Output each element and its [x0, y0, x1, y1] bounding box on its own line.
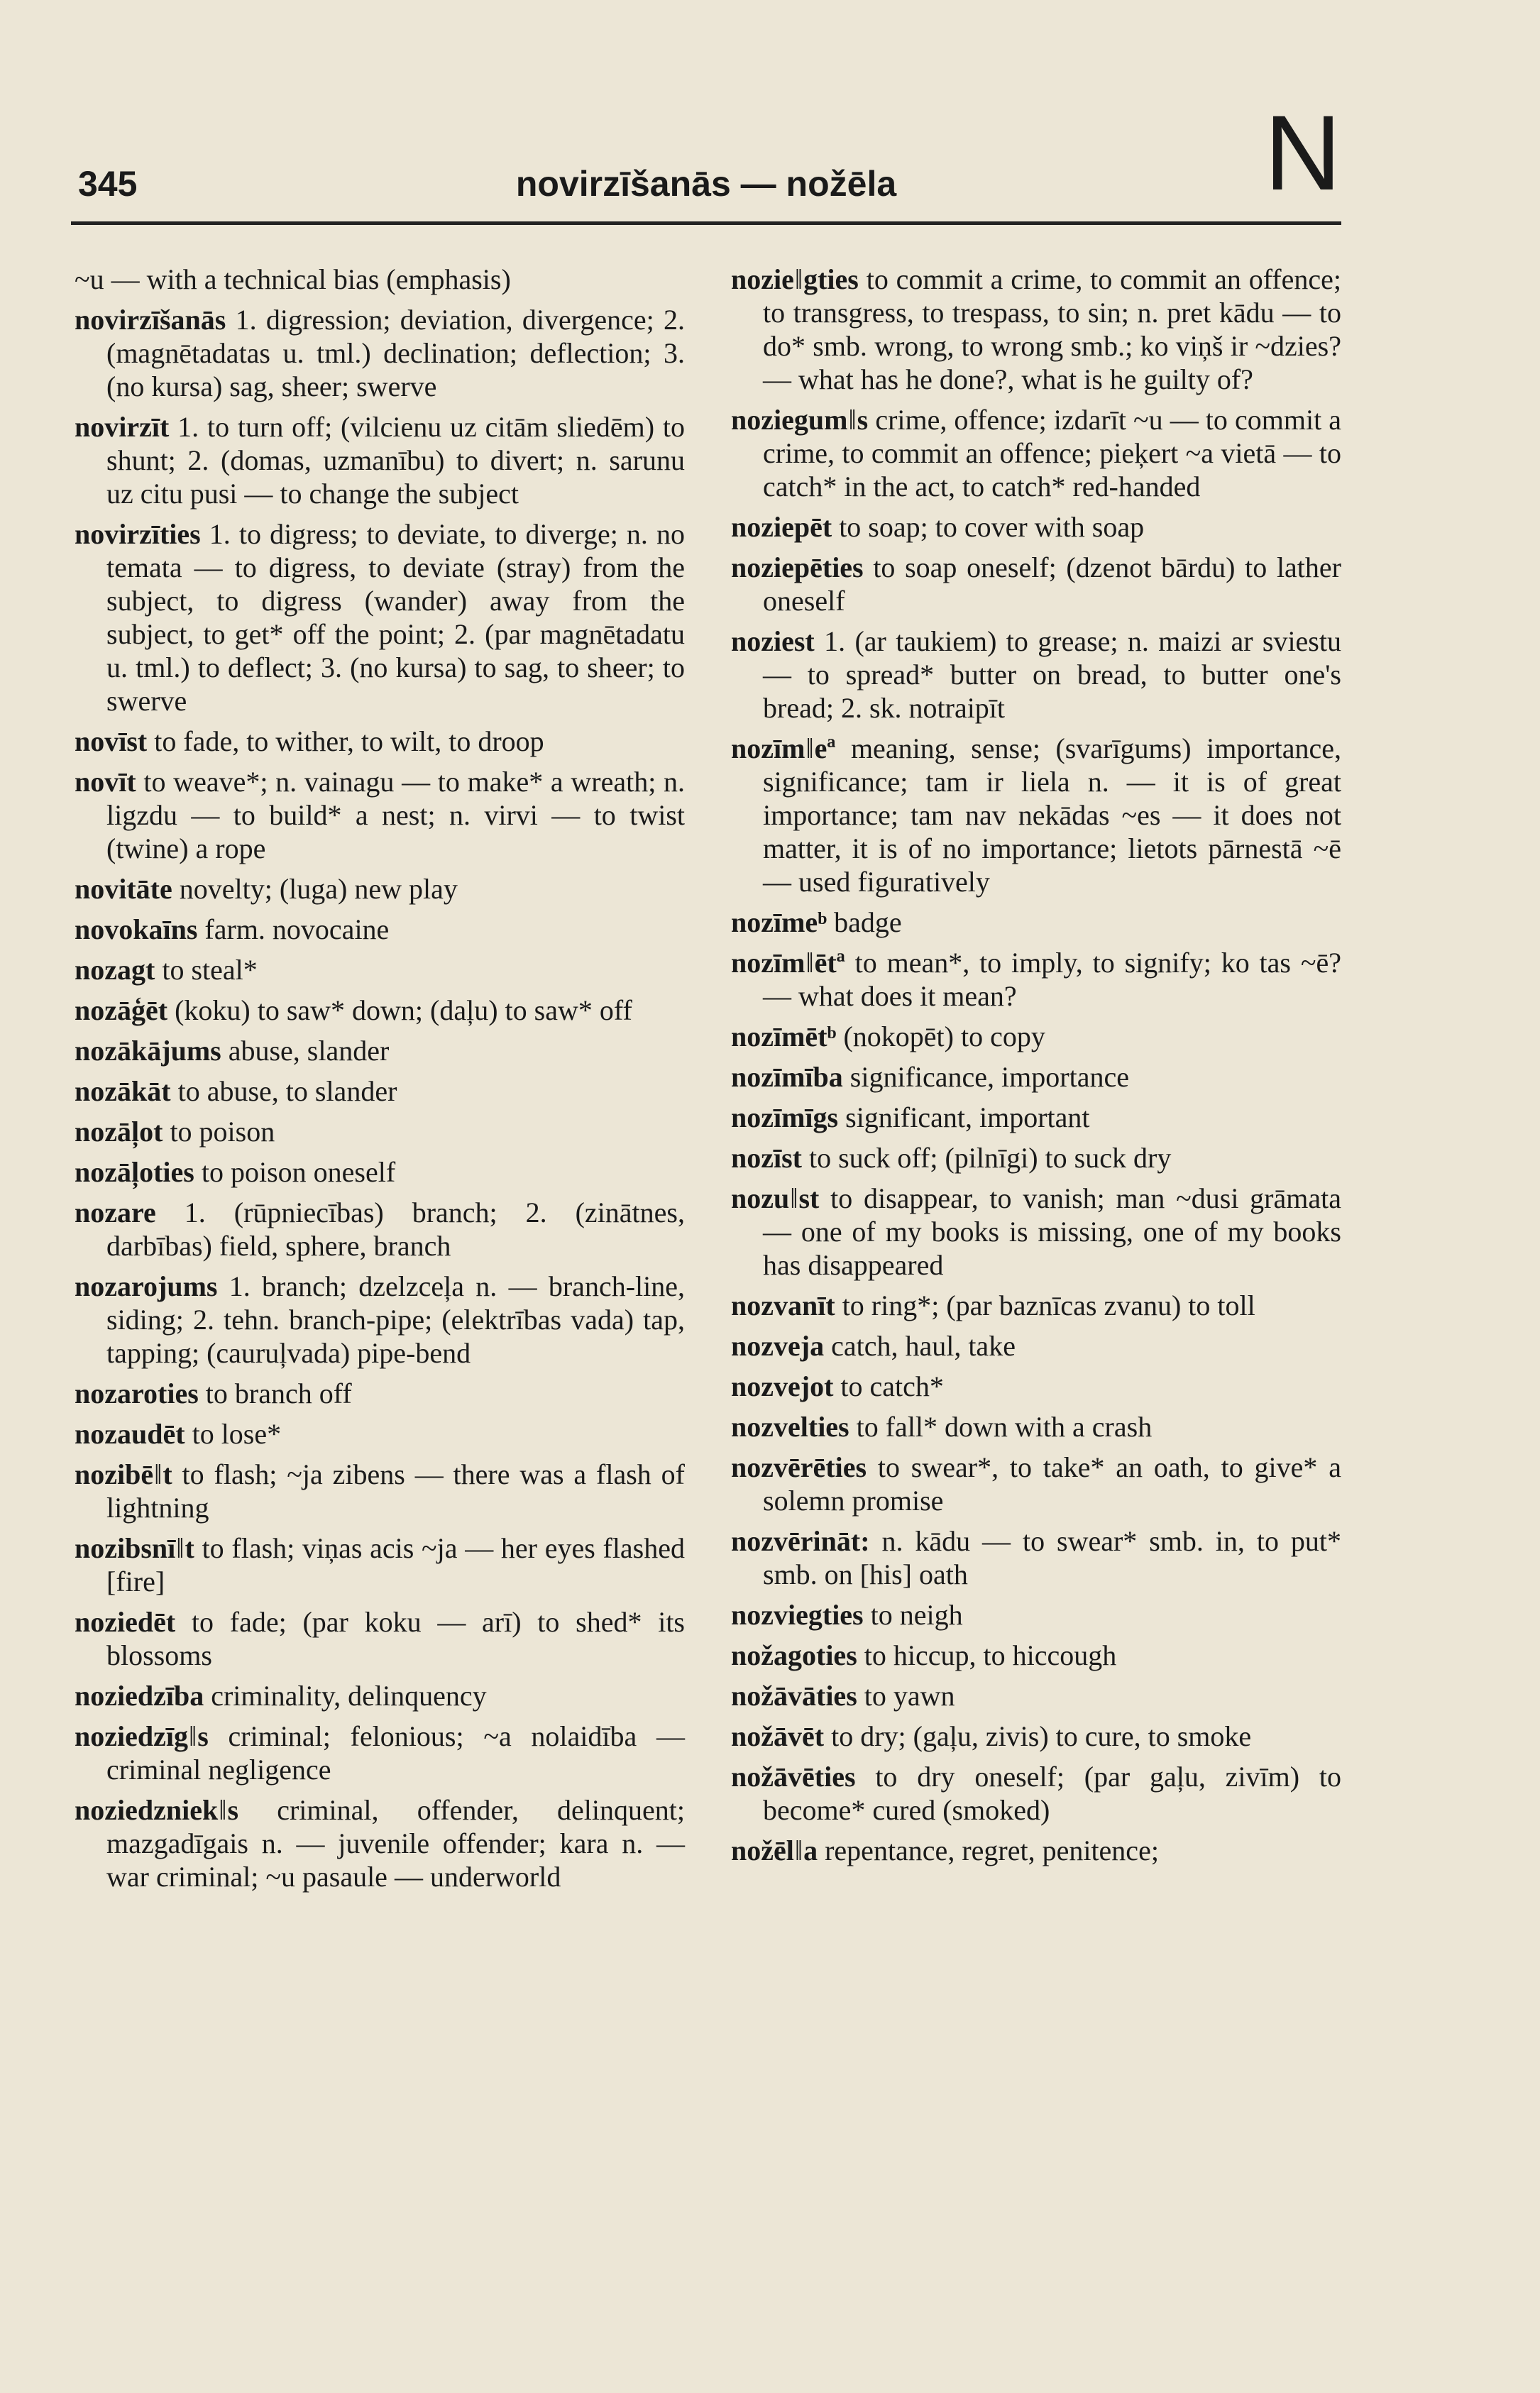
section-letter: N — [1264, 93, 1341, 212]
entry-headword: nozviegties — [731, 1599, 864, 1631]
entry-headword: nozvērināt: — [731, 1525, 870, 1557]
dictionary-entry — [731, 1101, 1341, 1134]
entry-headword: nozīmētᵇ — [731, 1021, 837, 1052]
entry-definition: to neigh — [863, 1599, 963, 1631]
entry-definition: to steal* — [155, 954, 258, 986]
entry-definition: to dry; (gaļu, zivis) to cure, to smoke — [824, 1720, 1252, 1752]
entry-suffix: s — [857, 404, 869, 436]
dictionary-entry — [731, 1679, 1341, 1712]
entry-headword: novitāte — [75, 873, 172, 905]
entry-suffix: eª — [814, 732, 836, 764]
entry-headword: nožāvāties — [731, 1680, 857, 1712]
entry-headword: nozaroties — [75, 1377, 199, 1409]
entry-suffix: a — [803, 1834, 818, 1866]
entry-definition: to lose* — [185, 1418, 282, 1450]
entry-headword: noziedēt — [75, 1606, 176, 1638]
entry-headword: novīt — [75, 766, 136, 798]
stem-separator: ‖ — [848, 404, 857, 436]
dictionary-entry — [75, 1115, 685, 1148]
dictionary-entry — [75, 410, 685, 510]
entry-definition: (nokopēt) to copy — [836, 1021, 1045, 1052]
entry-definition: repentance, regret, penitence; — [818, 1834, 1159, 1866]
entry-headword: nozīst — [731, 1142, 802, 1174]
entry-headword: nozākājums — [75, 1035, 221, 1067]
dictionary-entry — [731, 1639, 1341, 1672]
dictionary-entry — [731, 1289, 1341, 1322]
dictionary-entry — [731, 1182, 1341, 1282]
entry-definition: to fade, to wither, to wilt, to droop — [147, 725, 544, 757]
entry-headword: noziepēt — [731, 511, 832, 543]
entry-headword: novīst — [75, 725, 148, 757]
dictionary-entry — [731, 551, 1341, 617]
entry-headword: nozibē — [75, 1458, 154, 1490]
entry-suffix: t — [163, 1458, 172, 1490]
entry-definition: n. kādu — to swear* smb. in, to put* smb. on [his] oath — [763, 1525, 1341, 1590]
entry-headword: nozākāt — [75, 1075, 171, 1107]
entry-definition: badge — [827, 906, 902, 938]
entry-definition: 1. (rūpniecības) branch; 2. (zinātnes, darbības) field, sphere, branch — [106, 1196, 685, 1262]
entry-definition: to fade; (par koku — arī) to shed* its blossoms — [106, 1606, 685, 1671]
entry-headword: nozarojums — [75, 1270, 218, 1302]
entry-definition: to fall* down with a crash — [849, 1411, 1153, 1443]
entry-definition: to soap oneself; (dzenot bārdu) to lather oneself — [763, 551, 1341, 617]
entry-definition: ~u — with a technical bias (emphasis) — [75, 263, 511, 295]
entry-headword: nožāvēt — [731, 1720, 825, 1752]
entry-definition: meaning, sense; (svarīgums) importance, significance; tam ir liela n. — it is of great importance; tam nav nekādas ~es — it does not matter, it is of no importance; lietots pārnestā ~ē — used figuratively — [763, 732, 1341, 898]
stem-separator: ‖ — [790, 1182, 798, 1214]
entry-definition: to poison — [163, 1116, 275, 1148]
entry-definition: to commit a crime, to commit an offence; to transgress, to trespass, to sin; n. pret kādu — to do* smb. wrong, to wrong smb.; ko viņš ir ~dzies? — what has he done?, what is he guilty of? — [763, 263, 1341, 395]
stem-separator: ‖ — [176, 1532, 185, 1564]
entry-definition: to mean*, to imply, to signify; ko tas ~ē? — what does it mean? — [763, 947, 1341, 1012]
dictionary-entry — [731, 1834, 1341, 1867]
entry-definition: to flash; ~ja zibens — there was a flash of lightning — [106, 1458, 685, 1524]
dictionary-entry — [731, 1720, 1341, 1753]
dictionary-entry — [731, 1329, 1341, 1363]
dictionary-entry — [75, 1458, 685, 1524]
dictionary-entry — [731, 1060, 1341, 1094]
entry-definition: 1. (ar taukiem) to grease; n. maizi ar sviestu — to spread* butter on bread, to butter one's bread; 2. sk. notraipīt — [763, 625, 1341, 724]
entry-headword: nozīmīgs — [731, 1101, 839, 1133]
dictionary-entry — [75, 1417, 685, 1451]
entry-headword: nozvērēties — [731, 1451, 867, 1483]
dictionary-entry — [75, 1377, 685, 1410]
entry-headword: novirzīt — [75, 411, 170, 443]
dictionary-entry — [731, 403, 1341, 503]
dictionary-entry — [75, 1679, 685, 1712]
entry-definition: crime, offence; izdarīt ~u — to commit a crime, to commit an offence; pieķert ~a vietā — to catch* in the act, to catch* red-handed — [763, 404, 1341, 502]
entry-definition: 1. to digress; to deviate, to diverge; n. no temata — to digress, to deviate (stray) from the subject, to digress (wander) away from the subject, to get* off the point; 2. (par magnētadatu u. tml.) to deflect; 3. (no kursa) to sag, to sheer; to swerve — [106, 518, 685, 717]
stem-separator: ‖ — [794, 1834, 803, 1866]
dictionary-entry — [731, 510, 1341, 544]
entry-definition: abuse, slander — [221, 1035, 390, 1067]
dictionary-entry — [75, 1270, 685, 1370]
entry-definition: to swear*, to take* an oath, to give* a solemn promise — [763, 1451, 1341, 1517]
entry-headword: nozaudēt — [75, 1418, 185, 1450]
entry-headword: nozvanīt — [731, 1289, 835, 1321]
entry-definition: to weave*; n. vainagu — to make* a wreath; n. ligzdu — to build* a nest; n. virvi — to twist (twine) a rope — [106, 766, 685, 864]
dictionary-entry — [731, 732, 1341, 898]
entry-headword: nozvelties — [731, 1411, 849, 1443]
entry-definition: criminal; felonious; ~a nolaidība — criminal negligence — [106, 1720, 685, 1786]
entry-definition: significant, important — [838, 1101, 1090, 1133]
dictionary-entry — [75, 1793, 685, 1893]
entry-headword: novirzīties — [75, 518, 201, 550]
entry-headword: nozīm — [731, 947, 805, 979]
entry-headword: noziedzīg — [75, 1720, 188, 1752]
page-header — [71, 93, 1341, 220]
dictionary-entry — [731, 1598, 1341, 1632]
entry-suffix: st — [798, 1182, 820, 1214]
entry-definition: to flash; viņas acis ~ja — her eyes flashed [fire] — [106, 1532, 685, 1597]
entry-headword: noziedzība — [75, 1680, 204, 1712]
dictionary-entry — [731, 946, 1341, 1013]
entry-headword: noziest — [731, 625, 815, 657]
dictionary-entry — [75, 263, 685, 296]
entry-headword: noziedzniek — [75, 1794, 219, 1826]
dictionary-entry — [75, 725, 685, 758]
dictionary-entry — [731, 1410, 1341, 1443]
entry-definition: to disappear, to vanish; man ~dusi grāmata — one of my books is missing, one of my books has disappeared — [763, 1182, 1341, 1281]
dictionary-entry — [75, 517, 685, 717]
stem-separator: ‖ — [805, 732, 814, 764]
entry-headword: noziegum — [731, 404, 848, 436]
page-number: 345 — [78, 164, 138, 204]
entry-definition: 1. digression; deviation, divergence; 2. (magnētadatas u. tml.) declination; deflection; 3. (no kursa) sag, sheer; swerve — [106, 304, 685, 402]
dictionary-entry — [731, 906, 1341, 939]
entry-headword: nozare — [75, 1196, 156, 1228]
entry-definition: to dry oneself; (par gaļu, zivīm) to become* cured (smoked) — [763, 1761, 1341, 1826]
header-rule — [71, 221, 1341, 225]
entry-headword: nozīmeᵇ — [731, 906, 827, 938]
entry-headword: nozāļoties — [75, 1156, 194, 1188]
entry-headword: nozīmība — [731, 1061, 843, 1093]
entry-definition: criminality, delinquency — [204, 1680, 487, 1712]
entry-definition: to catch* — [833, 1370, 944, 1402]
stem-separator: ‖ — [805, 947, 814, 979]
entry-definition: farm. novocaine — [197, 913, 390, 945]
entry-headword: nozibsnī — [75, 1532, 176, 1564]
entry-definition: to abuse, to slander — [170, 1075, 397, 1107]
entry-headword: nozvejot — [731, 1370, 834, 1402]
stem-separator: ‖ — [794, 263, 803, 295]
dictionary-entry — [75, 1720, 685, 1786]
dictionary-entry — [75, 765, 685, 865]
entry-headword: nozāļot — [75, 1116, 163, 1148]
dictionary-entry — [75, 1155, 685, 1189]
entry-definition: to poison oneself — [194, 1156, 396, 1188]
dictionary-entry — [75, 1605, 685, 1672]
dictionary-entry — [75, 303, 685, 403]
entry-definition: significance, importance — [842, 1061, 1129, 1093]
entry-definition: 1. branch; dzelzceļa n. — branch-line, siding; 2. tehn. branch-pipe; (elektrības vada) tap, tapping; (cauruļvada) pipe-bend — [106, 1270, 685, 1369]
dictionary-entry — [75, 872, 685, 906]
entry-headword: nožēl — [731, 1834, 794, 1866]
entry-definition: novelty; (luga) new play — [172, 873, 458, 905]
right-column — [731, 263, 1341, 1874]
entry-definition: to hiccup, to hiccough — [857, 1639, 1117, 1671]
entry-headword: nozveja — [731, 1330, 825, 1362]
dictionary-entry — [731, 625, 1341, 725]
dictionary-entry — [75, 913, 685, 946]
entry-definition: criminal, offender, delinquent; mazgadīgais n. — juvenile offender; kara n. — war criminal; ~u pasaule — underworld — [106, 1794, 685, 1893]
entry-suffix: ētª — [814, 947, 845, 979]
dictionary-entry — [731, 1141, 1341, 1175]
entry-definition: to branch off — [198, 1377, 352, 1409]
dictionary-entry — [75, 953, 685, 986]
entry-suffix: s — [227, 1794, 239, 1826]
entry-headword: nozagt — [75, 954, 155, 986]
entry-headword: novokaīns — [75, 913, 198, 945]
entry-suffix: s — [197, 1720, 209, 1752]
entry-definition: catch, haul, take — [824, 1330, 1016, 1362]
entry-headword: nozu — [731, 1182, 790, 1214]
dictionary-entry — [731, 1370, 1341, 1403]
entry-headword: nozīm — [731, 732, 805, 764]
dictionary-entry — [731, 1451, 1341, 1517]
entry-suffix: gties — [803, 263, 859, 295]
dictionary-entry — [75, 1196, 685, 1262]
dictionary-entry — [731, 263, 1341, 396]
entry-headword: novirzīšanās — [75, 304, 226, 336]
entry-definition: to ring*; (par baznīcas zvanu) to toll — [835, 1289, 1255, 1321]
stem-separator: ‖ — [154, 1458, 163, 1490]
entry-headword: nožāvēties — [731, 1761, 856, 1793]
entry-definition: to soap; to cover with soap — [832, 511, 1145, 543]
entry-definition: to yawn — [857, 1680, 955, 1712]
dictionary-entry — [75, 1531, 685, 1598]
entry-suffix: t — [185, 1532, 194, 1564]
entry-definition: to suck off; (pilnīgi) to suck dry — [802, 1142, 1172, 1174]
entry-headword: nožagoties — [731, 1639, 857, 1671]
dictionary-entry — [75, 1034, 685, 1067]
dictionary-entry — [731, 1020, 1341, 1053]
entry-definition: (koku) to saw* down; (daļu) to saw* off — [167, 994, 632, 1026]
dictionary-entry — [731, 1524, 1341, 1591]
left-column — [75, 263, 685, 1900]
entry-headword: noziepēties — [731, 551, 864, 583]
entry-headword: nozie — [731, 263, 794, 295]
entry-headword: nozāģēt — [75, 994, 168, 1026]
stem-separator: ‖ — [219, 1794, 227, 1826]
dictionary-entry — [731, 1760, 1341, 1827]
dictionary-entry — [75, 1074, 685, 1108]
stem-separator: ‖ — [188, 1720, 197, 1752]
dictionary-entry — [75, 994, 685, 1027]
entry-definition: 1. to turn off; (vilcienu uz citām sliedēm) to shunt; 2. (domas, uzmanību) to divert; n. sarunu uz citu pusi — to change the subject — [106, 411, 685, 510]
running-head: novirzīšanās — nožēla — [515, 164, 897, 204]
